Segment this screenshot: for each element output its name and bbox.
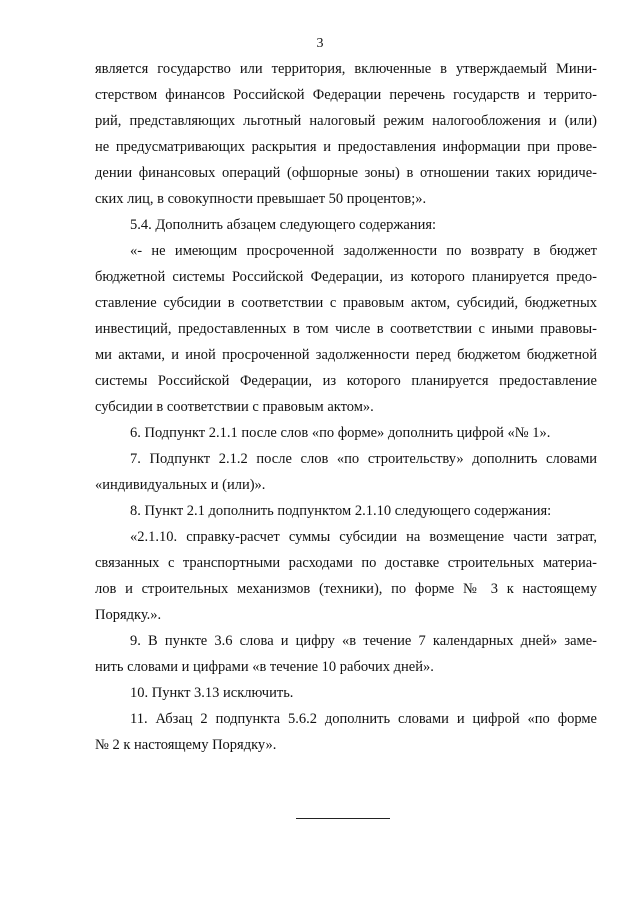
paragraph-line: ских лиц, в совокупности превышает 50 процентов;». (95, 191, 427, 207)
paragraph-line: не предусматривающих раскрытия и предоставления информации при прове- (95, 139, 597, 155)
paragraph-line: ми актами, и иной просроченной задолженности перед бюджетом бюджетной (95, 347, 597, 363)
paragraph-line: нить словами и цифрами «в течение 10 рабочих дней». (95, 659, 434, 675)
paragraph-line: 10. Пункт 3.13 исключить. (130, 685, 294, 701)
paragraph-line: системы Российской Федерации, из которого планируется предоставление (95, 373, 597, 389)
paragraph-line: «индивидуальных и (или)». (95, 477, 266, 493)
paragraph-line: является государство или территория, включенные в утверждаемый Мини- (95, 61, 597, 77)
end-rule (296, 818, 390, 819)
paragraph-line: стерством финансов Российской Федерации перечень государств и террито- (95, 87, 597, 103)
paragraph-line: рий, представляющих льготный налоговый режим налогообложения и (или) (95, 113, 597, 129)
page-number: 3 (316, 36, 324, 51)
paragraph-line: 8. Пункт 2.1 дополнить подпунктом 2.1.10 следующего содержания: (130, 503, 552, 519)
paragraph-line: 5.4. Дополнить абзацем следующего содержания: (130, 217, 437, 233)
paragraph-line: субсидии в соответствии с правовым актом». (95, 399, 374, 415)
paragraph-line: ставление субсидии в соответствии с правовым актом, субсидий, бюджетных (95, 295, 597, 311)
paragraph-line: «- не имеющим просроченной задолженности по возврату в бюджет (130, 243, 597, 259)
paragraph-line: бюджетной системы Российской Федерации, из которого планируется предо- (95, 269, 597, 285)
paragraph-line: Порядку.». (95, 607, 162, 623)
paragraph-line: 6. Подпункт 2.1.1 после слов «по форме» дополнить цифрой «№ 1». (130, 425, 551, 441)
paragraph-line: связанных с транспортными расходами по доставке строительных материа- (95, 555, 597, 571)
paragraph-line: 7. Подпункт 2.1.2 после слов «по строительству» дополнить словами (130, 451, 597, 467)
paragraph-line: лов и строительных механизмов (техники), по форме № 3 к настоящему (95, 581, 597, 597)
paragraph-line: 9. В пункте 3.6 слова и цифру «в течение 7 календарных дней» заме- (130, 633, 597, 649)
paragraph-line: инвестиций, предоставленных в том числе в соответствии с иными правовы- (95, 321, 597, 337)
paragraph-line: № 2 к настоящему Порядку». (95, 737, 277, 753)
paragraph-line: 11. Абзац 2 подпункта 5.6.2 дополнить словами и цифрой «по форме (130, 711, 597, 727)
paragraph-line: дении финансовых операций (офшорные зоны) в отношении таких юридиче- (95, 165, 597, 181)
paragraph-line: «2.1.10. справку-расчет суммы субсидии на возмещение части затрат, (130, 529, 597, 545)
